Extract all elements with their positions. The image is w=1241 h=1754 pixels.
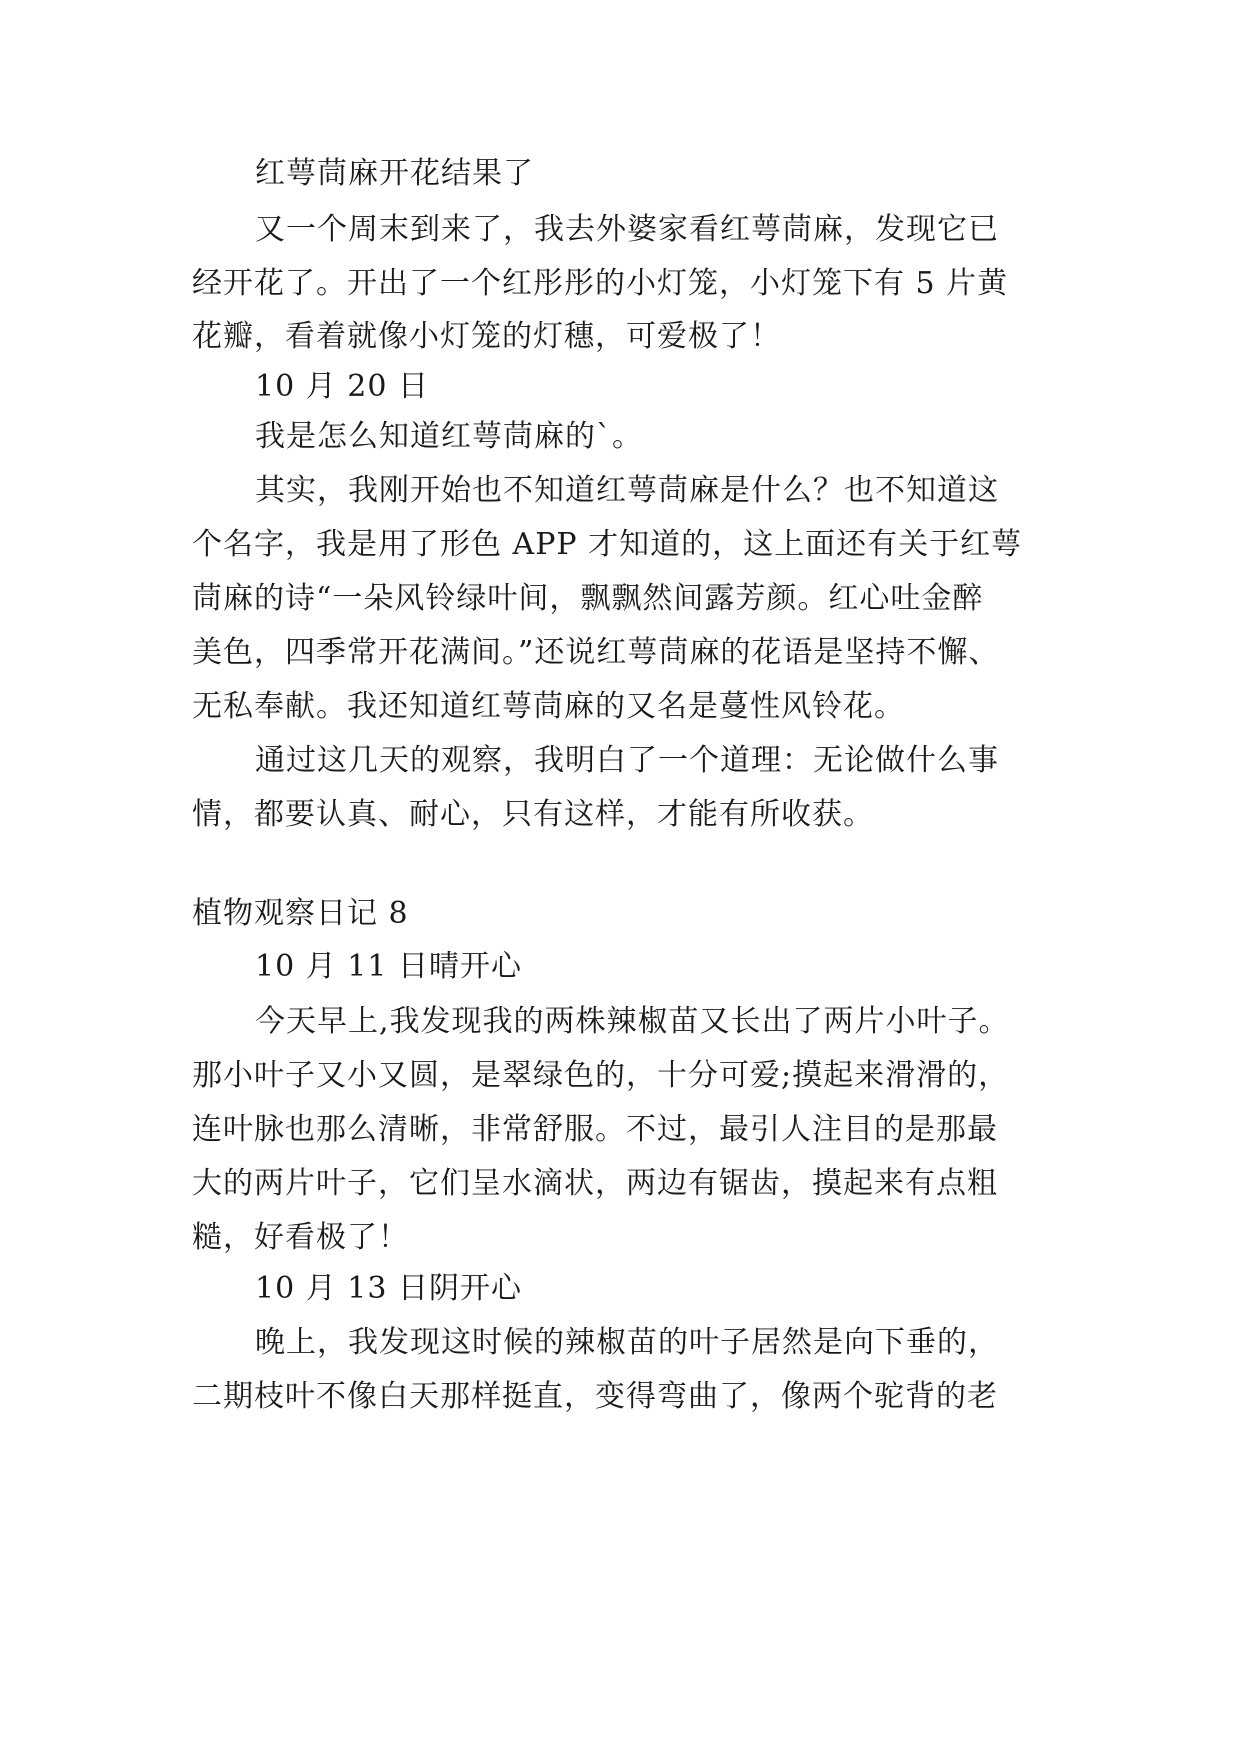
paragraph-line: 那小叶子又小又圆，是翠绿色的，十分可爱;摸起来滑滑的， xyxy=(192,1058,1010,1093)
date-line: 10 月 13 日阴开心 xyxy=(255,1271,522,1306)
section-title: 红萼茼麻开花结果了 xyxy=(255,156,534,191)
paragraph-line: 晚上，我发现这时候的辣椒苗的叶子居然是向下垂的， xyxy=(255,1325,999,1360)
paragraph-line: 无私奉献。我还知道红萼茼麻的又名是蔓性风铃花。 xyxy=(192,689,905,724)
paragraph-line: 个名字，我是用了形色 APP 才知道的，这上面还有关于红萼 xyxy=(192,527,1023,562)
paragraph-line: 大的两片叶子，它们呈水滴状，两边有锯齿，摸起来有点粗 xyxy=(192,1166,998,1201)
paragraph-line: 花瓣，看着就像小灯笼的灯穗，可爱极了！ xyxy=(192,319,781,354)
paragraph-line: 其实，我刚开始也不知道红萼茼麻是什么？也不知道这 xyxy=(255,473,999,508)
paragraph-line: 今天早上,我发现我的两株辣椒苗又长出了两片小叶子。 xyxy=(255,1004,1010,1039)
subtitle-line: 我是怎么知道红萼茼麻的`。 xyxy=(255,419,643,454)
paragraph-line: 连叶脉也那么清晰，非常舒服。不过，最引人注目的是那最 xyxy=(192,1112,998,1147)
paragraph-line: 又一个周末到来了，我去外婆家看红萼茼麻，发现它已 xyxy=(255,212,999,247)
paragraph-line: 二期枝叶不像白天那样挺直，变得弯曲了，像两个驼背的老 xyxy=(192,1379,998,1414)
paragraph-line: 通过这几天的观察，我明白了一个道理：无论做什么事 xyxy=(255,743,999,778)
paragraph-line: 美色，四季常开花满间。”还说红萼茼麻的花语是坚持不懈、 xyxy=(192,635,1000,670)
paragraph-line: 情，都要认真、耐心，只有这样，才能有所收获。 xyxy=(192,797,874,832)
section-heading: 植物观察日记 8 xyxy=(192,896,409,931)
date-line: 10 月 11 日晴开心 xyxy=(255,949,522,984)
paragraph-line: 经开花了。开出了一个红彤彤的小灯笼，小灯笼下有 5 片黄 xyxy=(192,266,1009,301)
date-line: 10 月 20 日 xyxy=(255,369,429,404)
paragraph-line: 糙，好看极了！ xyxy=(192,1220,409,1255)
paragraph-line: 茼麻的诗“一朵风铃绿叶间，飘飘然间露芳颜。红心吐金醉 xyxy=(192,581,984,616)
